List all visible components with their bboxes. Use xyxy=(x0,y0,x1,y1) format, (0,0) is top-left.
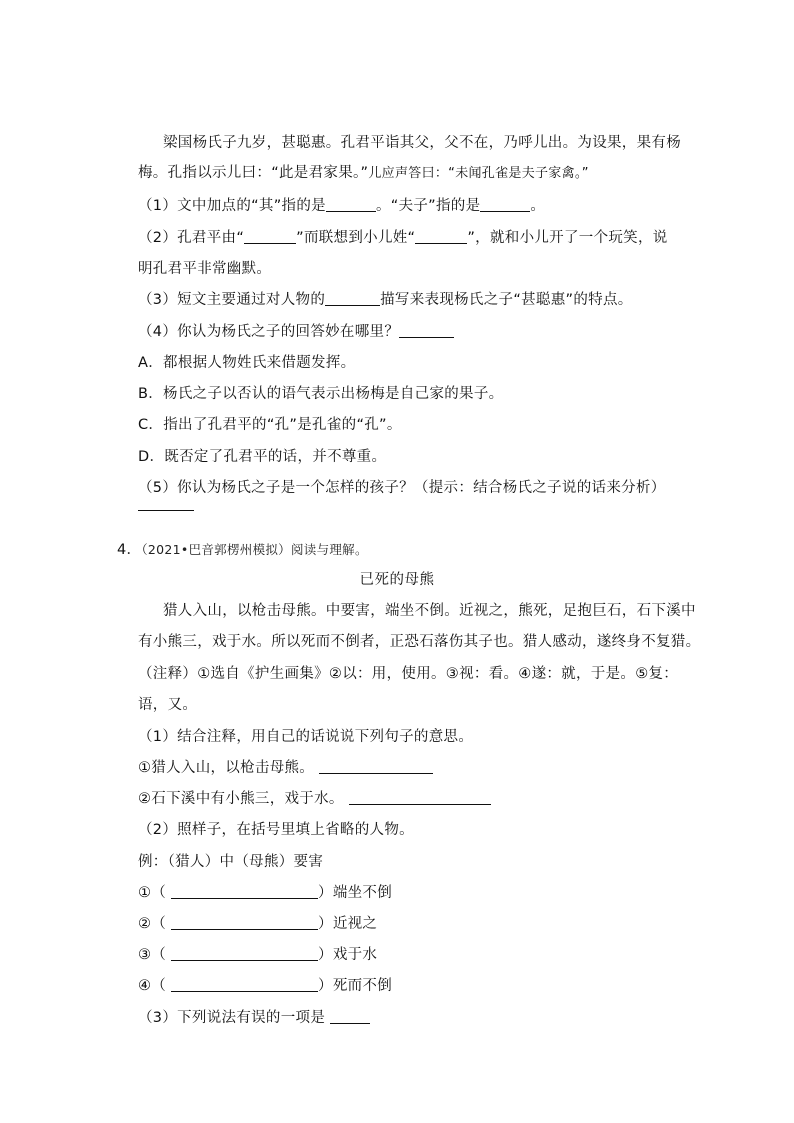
sub-question-1: （1）结合注释，用自己的话说说下列句子的意思。 xyxy=(138,729,474,745)
option-c[interactable]: C．指出了孔君平的“孔”是孔雀的“孔”。 xyxy=(138,417,402,433)
answer-blank[interactable] xyxy=(399,323,454,338)
answer-blank[interactable] xyxy=(326,197,376,212)
answer-blank[interactable] xyxy=(171,915,318,930)
paren-item: ③（ ）戏于水 xyxy=(138,947,378,963)
answer-blank[interactable] xyxy=(349,790,491,805)
question-5: （5）你认为杨氏之子是一个怎样的孩子？（提示：结合杨氏之子说的话来分析） xyxy=(138,480,666,496)
answer-blank[interactable] xyxy=(244,229,296,244)
passage-title: 已死的母熊 xyxy=(359,572,435,588)
answer-blank[interactable] xyxy=(330,1009,370,1024)
option-a[interactable]: A．都根据人物姓氏来借题发挥。 xyxy=(138,355,356,371)
sub-question-1b: ②石下溪中有小熊三，戏于水。 xyxy=(138,789,491,809)
option-d[interactable]: D．既否定了孔君平的话，并不尊重。 xyxy=(138,449,387,465)
answer-blank[interactable] xyxy=(171,884,318,899)
sub-question-2: （2）照样子，在括号里填上省略的人物。 xyxy=(138,822,414,838)
notes-cont: 语，又。 xyxy=(138,697,198,713)
answer-blank[interactable] xyxy=(415,229,467,244)
question-4: （4）你认为杨氏之子的回答妙在哪里？ xyxy=(138,322,454,342)
paren-item: ④（ ）死而不倒 xyxy=(138,978,393,994)
passage-text: 梅。孔指以示儿曰：“此是君家果。”儿应声答曰：“未闻孔雀是夫子家禽。” xyxy=(138,165,589,181)
passage-text: 有小熊三，戏于水。所以死而不倒者，正恐石落伤其子也。猎人感动，遂终身不复猎。 xyxy=(138,634,701,650)
question-2: （2）孔君平由“ ”而联想到小儿姓“ ”，就和小儿开了一个玩笑，说 xyxy=(138,230,668,246)
option-b[interactable]: B．杨氏之子以否认的语气表示出杨梅是自己家的果子。 xyxy=(138,386,504,402)
paren-item: ②（ ）近视之 xyxy=(138,916,378,932)
question-2-cont: 明孔君平非常幽默。 xyxy=(138,261,272,277)
sub-question-1a: ①猎人入山，以枪击母熊。 xyxy=(138,758,433,778)
passage-text: 梁国杨氏子九岁，甚聪惠。孔君平诣其父，父不在，乃呼儿出。为设果，果有杨 xyxy=(163,135,681,151)
answer-blank[interactable] xyxy=(325,291,380,306)
sub-question-3: （3）下列说法有误的一项是 xyxy=(138,1008,370,1028)
answer-blank[interactable] xyxy=(171,946,318,961)
example-line: 例：（猎人）中（母熊）要害 xyxy=(138,854,324,870)
section-4-header: 4．（2021•巴音郭楞州模拟）阅读与理解。 xyxy=(117,542,368,558)
answer-blank[interactable] xyxy=(171,977,318,992)
answer-blank[interactable] xyxy=(319,759,433,774)
notes: （注释）①选自《护生画集》②以：用，使用。③视：看。④遂：就，于是。⑤复： xyxy=(138,666,679,682)
question-3: （3）短文主要通过对人物的 描写来表现杨氏之子“甚聪惠”的特点。 xyxy=(138,292,633,308)
answer-blank[interactable] xyxy=(138,510,194,511)
answer-blank[interactable] xyxy=(480,197,530,212)
passage-text: 猎人入山，以枪击母熊。中要害，端坐不倒。近视之，熊死，足抱巨石，石下溪中 xyxy=(163,603,696,619)
question-1: （1）文中加点的“其”指的是 。“夫子”指的是 。 xyxy=(138,198,546,214)
paren-item: ①（ ）端坐不倒 xyxy=(138,885,393,901)
